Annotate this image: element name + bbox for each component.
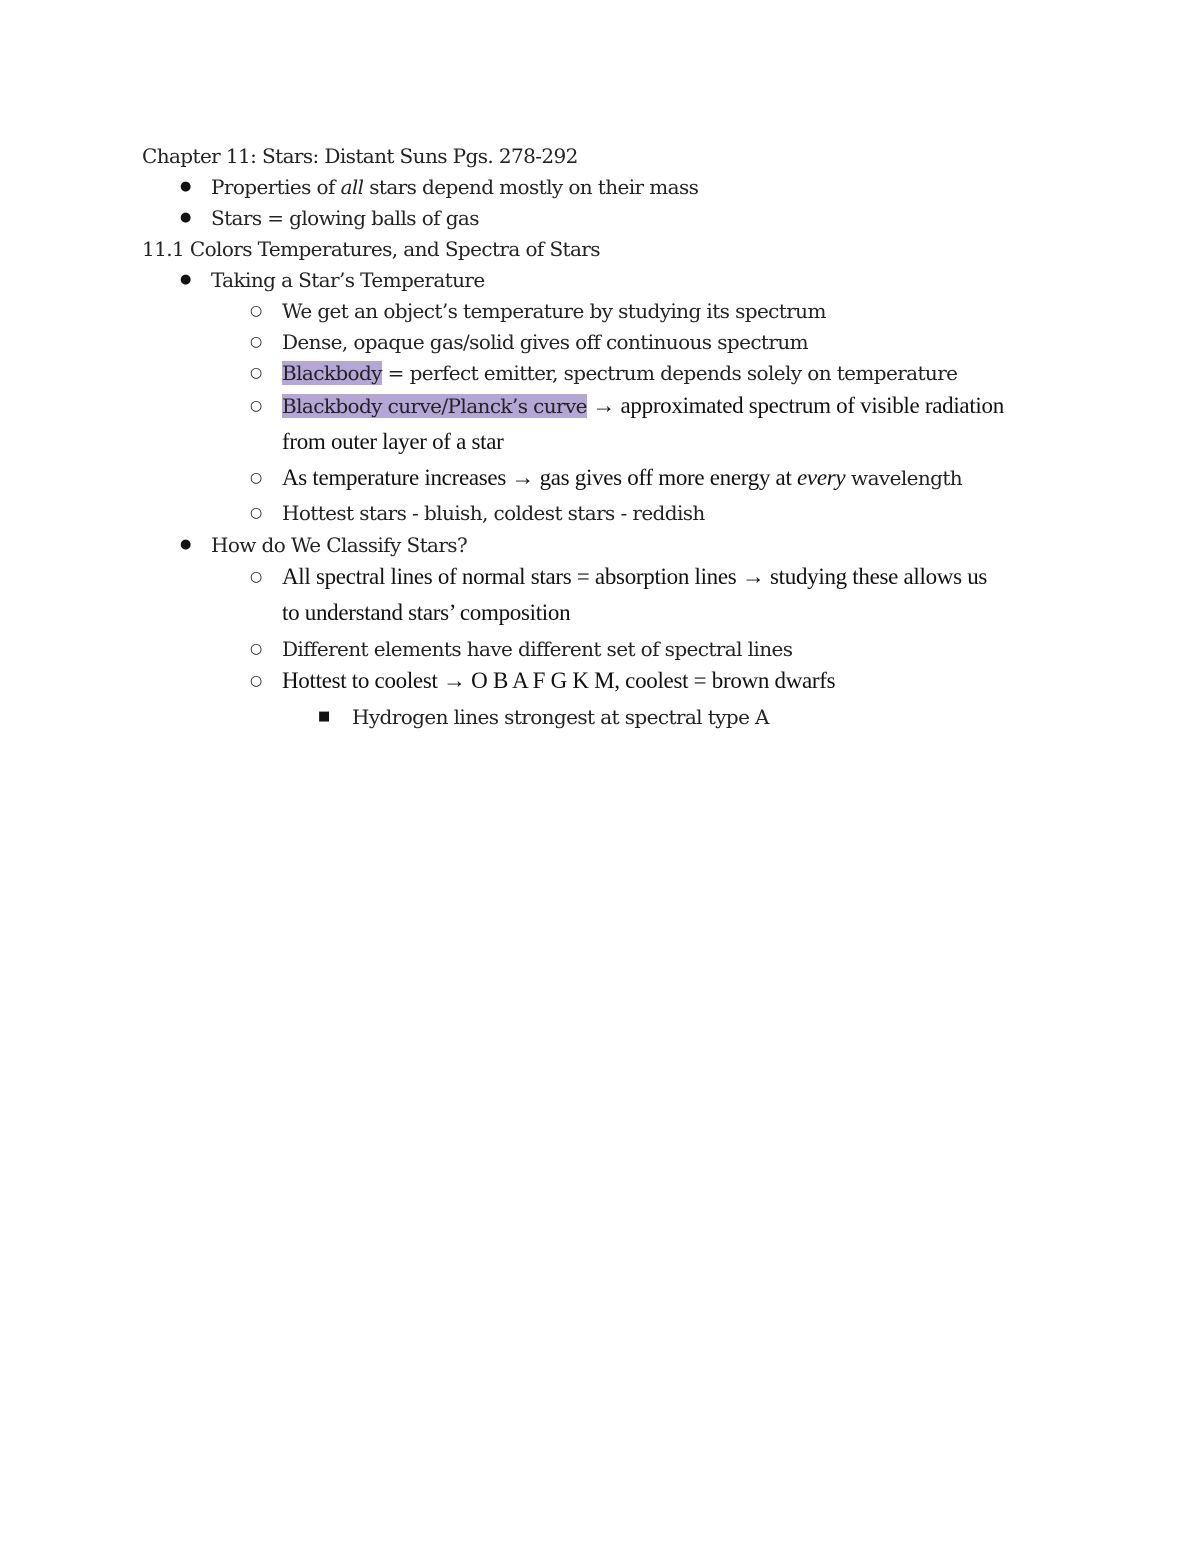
bullet-disc-icon: ● xyxy=(180,179,192,194)
list-item: Hottest stars - bluish, coldest stars - reddish xyxy=(282,501,705,525)
list-item xyxy=(282,394,1004,418)
bullet-circle-icon: ○ xyxy=(250,398,263,414)
section-heading: 11.1 Colors Temperatures, and Spectra of Stars xyxy=(142,237,600,261)
list-item-continuation: from outer layer of a star xyxy=(282,429,504,454)
bullet-circle-icon: ○ xyxy=(250,505,263,521)
list-item: Dense, opaque gas/solid gives off continuous spectrum xyxy=(282,330,808,354)
list-item: All spectral lines of normal stars = absorption lines → studying these allows us xyxy=(282,564,988,589)
list-item: Hottest to coolest → O B A F G K M, coolest = brown dwarfs xyxy=(282,668,836,693)
bullet-disc-icon: ● xyxy=(180,537,192,552)
bullet-disc-icon: ● xyxy=(180,210,192,225)
list-subitem: Hydrogen lines strongest at spectral type A xyxy=(352,705,769,729)
bullet-circle-icon: ○ xyxy=(250,569,263,585)
emphasis-text: every xyxy=(797,465,846,490)
highlighted-term: Blackbody xyxy=(282,361,382,385)
list-item xyxy=(282,466,962,490)
bullet-circle-icon: ○ xyxy=(250,470,263,486)
list-item-text: → approximated spectrum of visible radiation xyxy=(586,393,1004,418)
list-item: Different elements have different set of spectral lines xyxy=(282,637,793,661)
emphasis-text: all xyxy=(340,175,364,199)
list-item-text: As temperature increases → gas gives off more energy at xyxy=(282,465,797,490)
bullet-circle-icon: ○ xyxy=(250,641,263,657)
list-item: Stars = glowing balls of gas xyxy=(211,206,479,230)
bullet-circle-icon: ○ xyxy=(250,334,263,350)
list-item: We get an object’s temperature by studying its spectrum xyxy=(282,299,826,323)
list-item-text: = perfect emitter, spectrum depends solely on temperature xyxy=(381,361,958,385)
list-item xyxy=(211,175,698,199)
list-item-text: Properties of xyxy=(211,175,341,199)
topic-title: How do We Classify Stars? xyxy=(211,533,468,557)
bullet-disc-icon: ● xyxy=(180,272,192,287)
bullet-circle-icon: ○ xyxy=(250,365,263,381)
list-item xyxy=(282,361,957,385)
bullet-circle-icon: ○ xyxy=(250,673,263,689)
chapter-heading: Chapter 11: Stars: Distant Suns Pgs. 278-292 xyxy=(142,144,578,168)
list-item-text: stars depend mostly on their mass xyxy=(363,175,699,199)
list-item-text: wavelength xyxy=(845,466,963,490)
highlighted-term: Blackbody curve/Planck’s curve xyxy=(282,394,587,418)
bullet-circle-icon: ○ xyxy=(250,303,263,319)
bullet-square-icon: ■ xyxy=(318,709,331,724)
topic-title: Taking a Star’s Temperature xyxy=(211,268,485,292)
list-item-continuation: to understand stars’ composition xyxy=(282,600,571,625)
